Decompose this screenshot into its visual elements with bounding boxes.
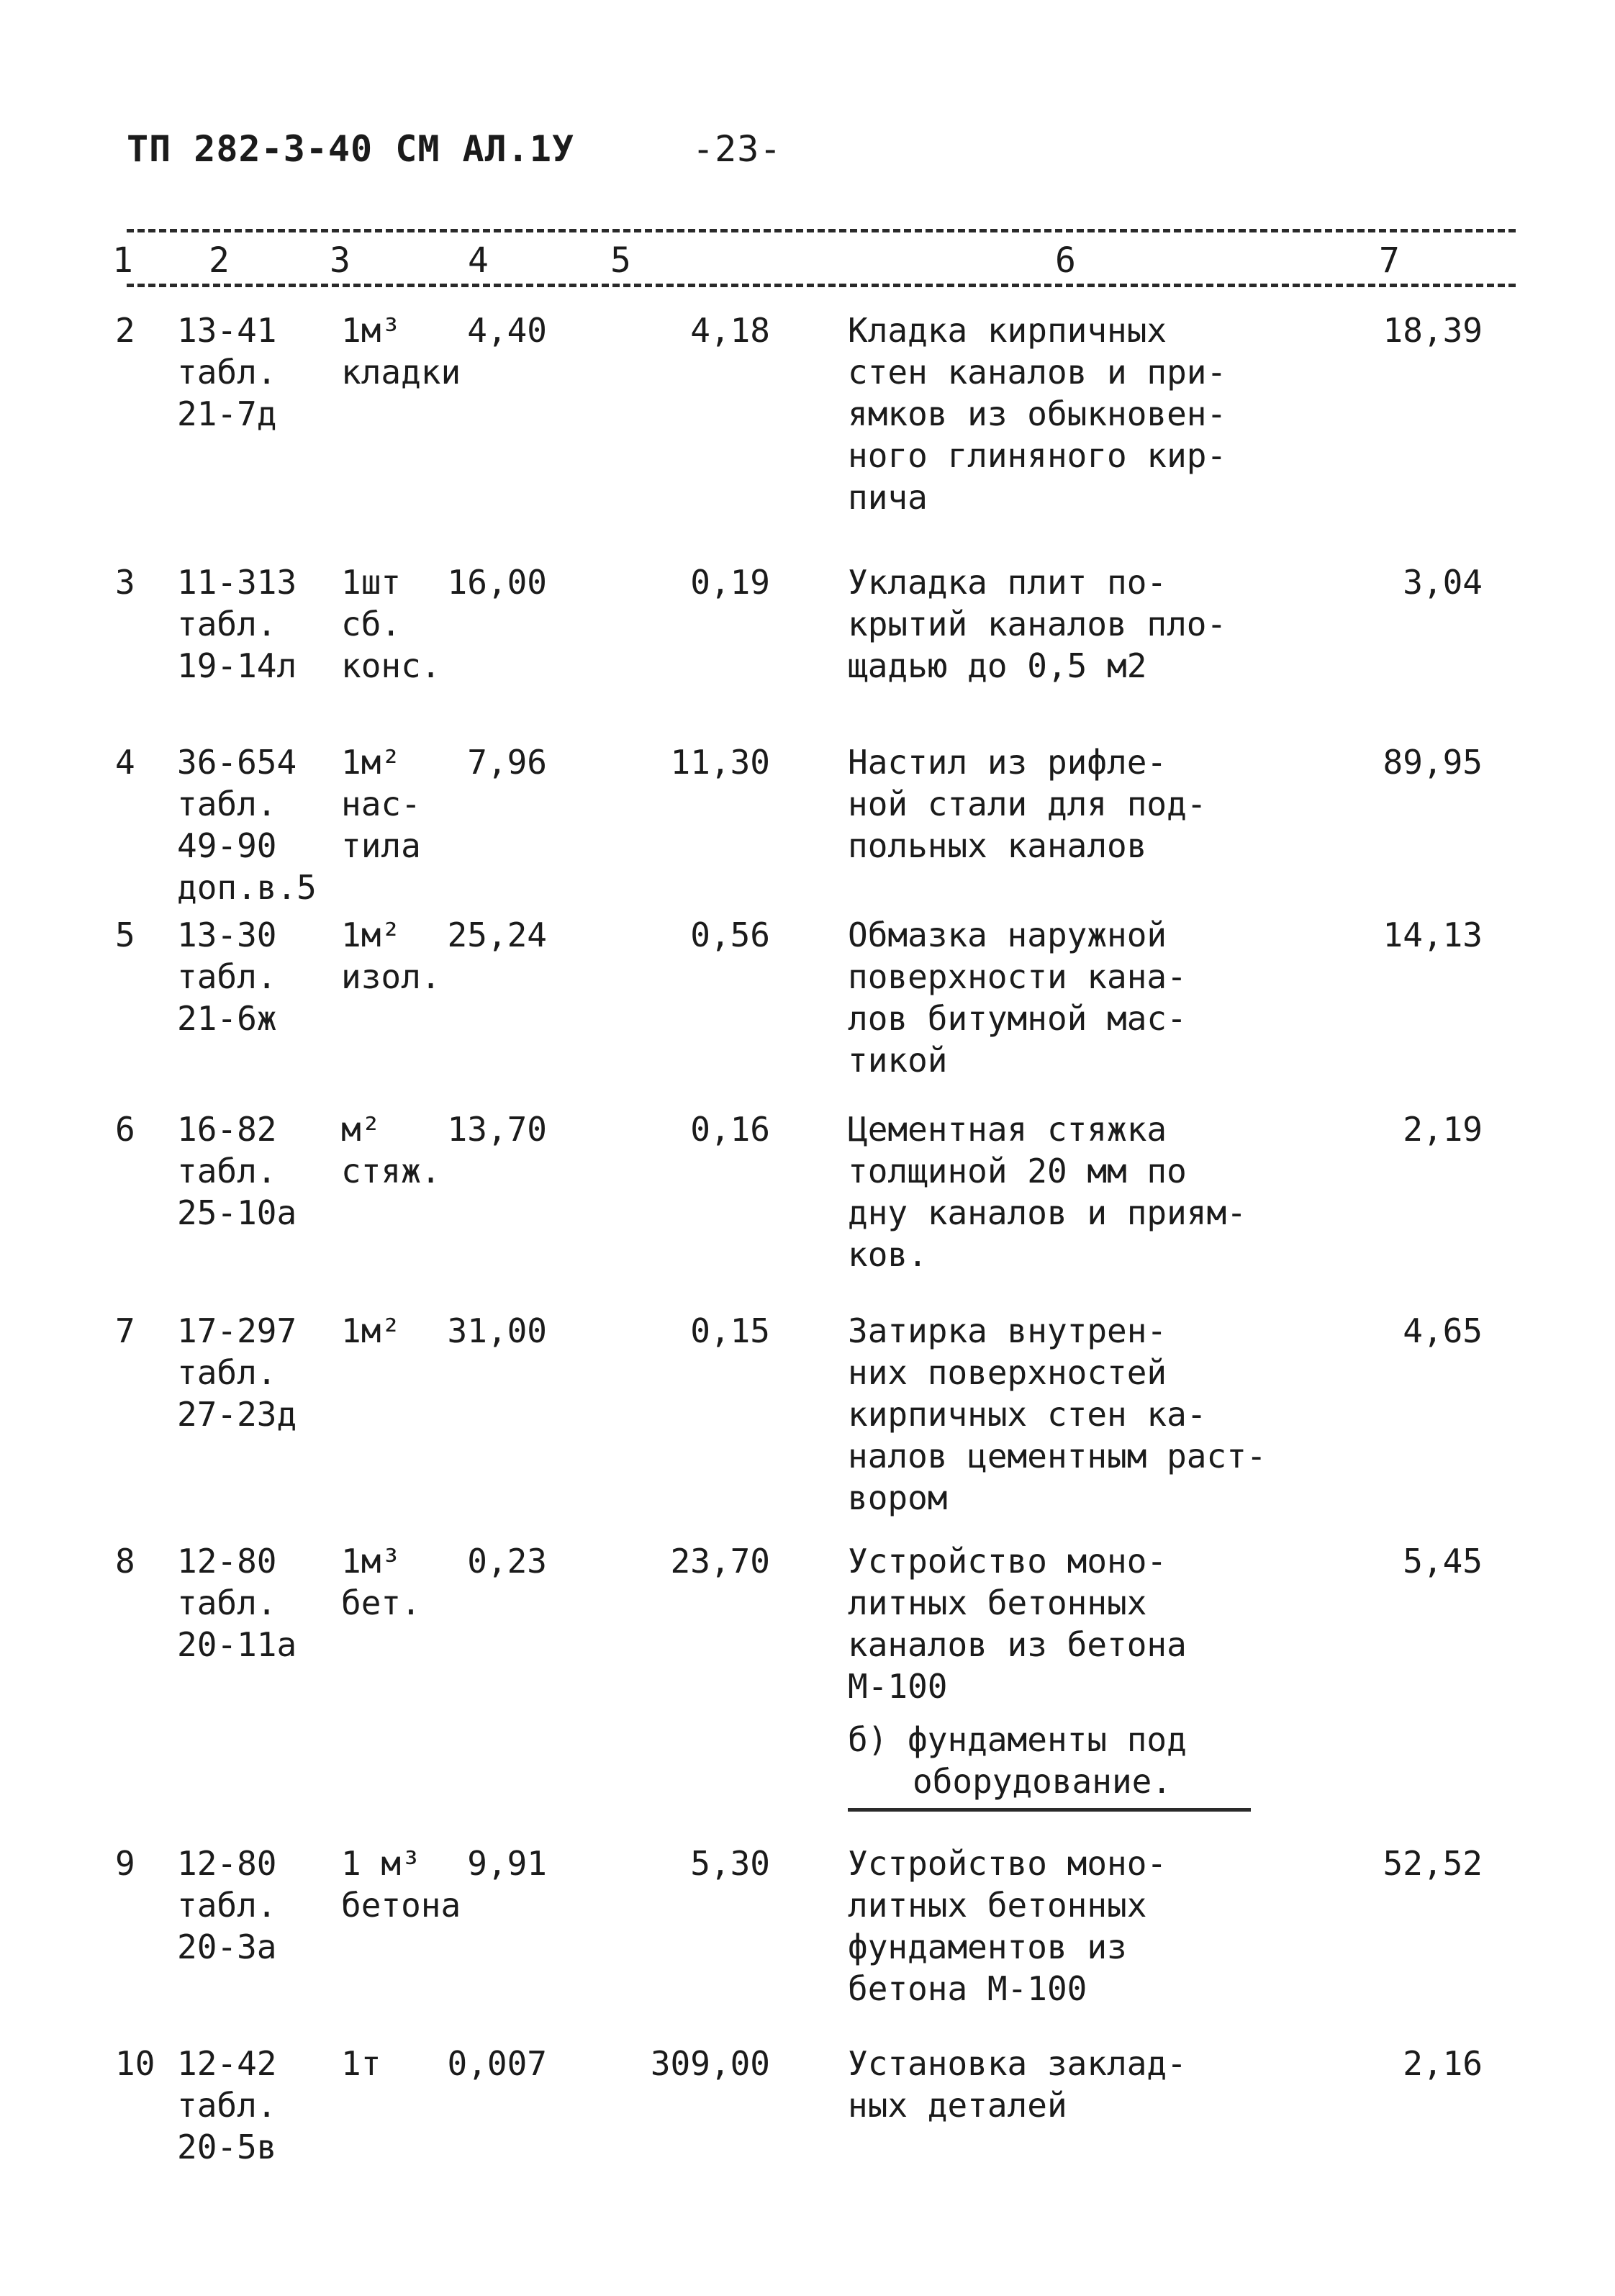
quantity: 13,70 xyxy=(447,1110,547,1149)
unit-price: 11,30 xyxy=(670,743,770,782)
work-description-line: фундаментов из xyxy=(848,1927,1127,1966)
quantity: 4,40 xyxy=(467,311,547,350)
work-description-line: Затирка внутрен- xyxy=(848,1311,1167,1350)
work-description xyxy=(848,914,1308,1081)
work-description-line: них поверхностей xyxy=(848,1353,1167,1392)
work-description-line: каналов из бетона xyxy=(848,1625,1187,1664)
quantity: 16,00 xyxy=(447,563,547,602)
work-description-line: польных каналов xyxy=(848,826,1147,865)
unit-line: конс. xyxy=(341,646,441,685)
rate-code-line: табл. xyxy=(177,1353,277,1392)
total-cost: 4,65 xyxy=(1403,1311,1483,1350)
work-description-line: ков. xyxy=(848,1235,928,1274)
rate-code-line: 13-30 xyxy=(177,916,277,954)
rate-code-line: табл. xyxy=(177,2086,277,2125)
rate-code xyxy=(177,1843,343,1968)
work-description-line: Настил из рифле- xyxy=(848,743,1167,782)
work-description-line: щадью до 0,5 м2 xyxy=(848,646,1147,685)
unit-line: 1м² xyxy=(341,916,402,954)
rate-code-line: 25-10а xyxy=(177,1193,297,1232)
total-cost: 2,16 xyxy=(1403,2044,1483,2083)
unit-line: тила xyxy=(341,826,421,865)
rate-code xyxy=(177,561,343,687)
quantity: 31,00 xyxy=(447,1311,547,1350)
column-header-6: 6 xyxy=(1055,240,1076,281)
work-description-line: поверхности кана- xyxy=(848,957,1187,996)
unit-line: 1м² xyxy=(341,743,402,782)
unit-price: 309,00 xyxy=(650,2044,770,2083)
subsection-line: оборудование. xyxy=(913,1762,1172,1801)
row-number: 5 xyxy=(115,916,135,954)
work-description xyxy=(848,1843,1308,2010)
work-description-line: налов цементным раст- xyxy=(848,1437,1267,1475)
unit-line: нас- xyxy=(341,785,421,823)
rate-code xyxy=(177,2043,343,2168)
work-description xyxy=(848,741,1308,867)
quantity: 25,24 xyxy=(447,916,547,954)
work-description-line: Устройство моно- xyxy=(848,1844,1167,1883)
work-description-line: Устройство моно- xyxy=(848,1542,1167,1581)
work-description-line: ных деталей xyxy=(848,2086,1067,2125)
work-description xyxy=(848,1108,1308,1275)
rate-code-line: 27-23д xyxy=(177,1395,297,1434)
quantity: 0,007 xyxy=(447,2044,547,2083)
row-number: 3 xyxy=(115,563,135,602)
work-description-line: дну каналов и приям- xyxy=(848,1193,1247,1232)
unit-line: стяж. xyxy=(341,1152,441,1190)
column-header-4: 4 xyxy=(468,240,489,281)
work-description-line: лов битумной мас- xyxy=(848,999,1187,1038)
header-top-rule xyxy=(127,229,1516,232)
rate-code-line: табл. xyxy=(177,957,277,996)
row-number: 7 xyxy=(115,1311,135,1350)
rate-code-line: табл. xyxy=(177,605,277,643)
rate-code-line: 21-7д xyxy=(177,394,277,433)
unit-price: 5,30 xyxy=(690,1844,770,1883)
work-description-line: крытий каналов пло- xyxy=(848,605,1227,643)
work-description-line: литных бетонных xyxy=(848,1583,1147,1622)
unit-line: 1шт xyxy=(341,563,402,602)
rate-code-line: 13-41 xyxy=(177,311,277,350)
rate-code xyxy=(177,1108,343,1234)
unit-line: 1м² xyxy=(341,1311,402,1350)
rate-code-line: табл. xyxy=(177,785,277,823)
unit-price: 0,19 xyxy=(690,563,770,602)
work-description-line: вором xyxy=(848,1478,948,1517)
document-code: ТП 282-3-40 СМ АЛ.1У xyxy=(127,128,575,170)
work-description-line: кирпичных стен ка- xyxy=(848,1395,1207,1434)
rate-code-line: доп.в.5 xyxy=(177,868,317,907)
subsection-line: б) фундаменты под xyxy=(848,1720,1187,1759)
work-description xyxy=(848,1310,1308,1519)
unit-price: 0,16 xyxy=(690,1110,770,1149)
rate-code-line: 49-90 xyxy=(177,826,277,865)
rate-code-line: 20-11а xyxy=(177,1625,297,1664)
rate-code xyxy=(177,741,343,908)
unit-line: м² xyxy=(341,1110,381,1149)
row-number: 4 xyxy=(115,743,135,782)
column-header-5: 5 xyxy=(610,240,631,281)
header-bottom-rule xyxy=(127,284,1516,287)
work-description xyxy=(848,1540,1308,1707)
work-description-line: ямков из обыкновен- xyxy=(848,394,1227,433)
total-cost: 18,39 xyxy=(1383,311,1483,350)
unit-line: кладки xyxy=(341,353,461,392)
unit-price: 0,56 xyxy=(690,916,770,954)
work-description-line: бетона М-100 xyxy=(848,1969,1087,2008)
rate-code-line: 12-80 xyxy=(177,1542,277,1581)
subsection-underline xyxy=(848,1808,1251,1812)
work-description-line: М-100 xyxy=(848,1667,948,1706)
rate-code xyxy=(177,1540,343,1665)
total-cost: 5,45 xyxy=(1403,1542,1483,1581)
rate-code xyxy=(177,309,343,435)
work-description-line: стен каналов и при- xyxy=(848,353,1227,392)
work-description-line: Укладка плит по- xyxy=(848,563,1167,602)
work-description-line: Обмазка наружной xyxy=(848,916,1167,954)
page-number: -23- xyxy=(692,128,782,170)
rate-code-line: табл. xyxy=(177,1583,277,1622)
row-number: 10 xyxy=(115,2044,155,2083)
total-cost: 2,19 xyxy=(1403,1110,1483,1149)
work-description-line: Цементная стяжка xyxy=(848,1110,1167,1149)
unit-line: сб. xyxy=(341,605,402,643)
unit-line: 1м³ xyxy=(341,1542,402,1581)
rate-code-line: 17-297 xyxy=(177,1311,297,1350)
total-cost: 3,04 xyxy=(1403,563,1483,602)
unit-price: 23,70 xyxy=(670,1542,770,1581)
work-description-line: Кладка кирпичных xyxy=(848,311,1167,350)
unit-line: изол. xyxy=(341,957,441,996)
rate-code-line: табл. xyxy=(177,1886,277,1925)
rate-code-line: 16-82 xyxy=(177,1110,277,1149)
rate-code xyxy=(177,914,343,1039)
unit-price: 0,15 xyxy=(690,1311,770,1350)
unit-line: бетона xyxy=(341,1886,461,1925)
unit-line: 1 м³ xyxy=(341,1844,421,1883)
total-cost: 89,95 xyxy=(1383,743,1483,782)
work-description xyxy=(848,561,1308,687)
rate-code xyxy=(177,1310,343,1435)
column-header-1: 1 xyxy=(112,240,133,281)
work-description-line: тикой xyxy=(848,1041,948,1080)
rate-code-line: 36-654 xyxy=(177,743,297,782)
row-number: 2 xyxy=(115,311,135,350)
rate-code-line: 20-3а xyxy=(177,1927,277,1966)
unit-price: 4,18 xyxy=(690,311,770,350)
rate-code-line: 11-313 xyxy=(177,563,297,602)
total-cost: 14,13 xyxy=(1383,916,1483,954)
column-header-2: 2 xyxy=(209,240,230,281)
quantity: 9,91 xyxy=(467,1844,547,1883)
row-number: 9 xyxy=(115,1844,135,1883)
quantity: 7,96 xyxy=(467,743,547,782)
subsection-heading xyxy=(848,1719,1187,1802)
total-cost: 52,52 xyxy=(1383,1844,1483,1883)
row-number: 8 xyxy=(115,1542,135,1581)
rate-code-line: 20-5в xyxy=(177,2128,277,2166)
work-description-line: пича xyxy=(848,478,928,517)
work-description-line: толщиной 20 мм по xyxy=(848,1152,1187,1190)
work-description-line: ной стали для под- xyxy=(848,785,1207,823)
rate-code-line: 12-42 xyxy=(177,2044,277,2083)
work-description xyxy=(848,309,1308,518)
rate-code-line: табл. xyxy=(177,353,277,392)
unit-line: 1м³ xyxy=(341,311,402,350)
rate-code-line: 21-6ж xyxy=(177,999,277,1038)
work-description xyxy=(848,2043,1308,2126)
rate-code-line: 12-80 xyxy=(177,1844,277,1883)
work-description-line: ного глиняного кир- xyxy=(848,436,1227,475)
unit-line: бет. xyxy=(341,1583,421,1622)
rate-code-line: табл. xyxy=(177,1152,277,1190)
rate-code-line: 19-14л xyxy=(177,646,297,685)
unit-line: 1т xyxy=(341,2044,381,2083)
work-description-line: литных бетонных xyxy=(848,1886,1147,1925)
row-number: 6 xyxy=(115,1110,135,1149)
work-description-line: Установка заклад- xyxy=(848,2044,1187,2083)
column-header-7: 7 xyxy=(1379,240,1400,281)
column-header-3: 3 xyxy=(330,240,350,281)
quantity: 0,23 xyxy=(467,1542,547,1581)
